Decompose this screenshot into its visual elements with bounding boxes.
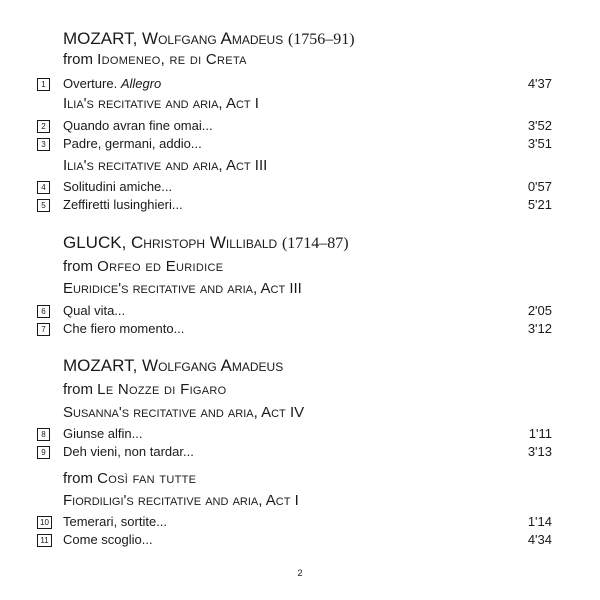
track-row <box>37 531 552 549</box>
track-number: 5 <box>37 199 50 212</box>
track-number: 6 <box>37 305 50 318</box>
track-title: Padre, germani, addio... <box>63 136 202 151</box>
track-number: 3 <box>37 138 50 151</box>
track-number: 7 <box>37 323 50 336</box>
track-duration: 5'21 <box>527 197 552 212</box>
track-duration: 3'12 <box>527 321 552 336</box>
section-heading: Susanna's recitative and aria, Act IV <box>63 404 305 421</box>
track-row <box>37 513 552 531</box>
track-duration: 1'14 <box>527 514 552 529</box>
opera-heading-idomeneo <box>63 51 247 69</box>
track-title: Giunse alfin... <box>63 426 143 441</box>
composer-surname: MOZART, <box>63 356 138 375</box>
composer-surname: MOZART, <box>63 29 138 48</box>
track-number: 9 <box>37 446 50 459</box>
opera-heading-figaro <box>63 381 227 399</box>
composer-years: (1714–87) <box>281 235 349 252</box>
opera-title: Così fan tutte <box>97 470 197 487</box>
track-row <box>37 196 552 214</box>
track-number: 11 <box>37 534 52 547</box>
composer-heading-mozart <box>63 29 355 50</box>
track-title: Temerari, sortite... <box>63 514 168 529</box>
track-title: Deh vieni, non tardar... <box>63 444 194 459</box>
track-duration: 4'34 <box>527 532 552 547</box>
track-title: Zeffiretti lusinghieri... <box>63 197 183 212</box>
track-duration: 2'05 <box>527 303 552 318</box>
track-row <box>37 75 552 93</box>
composer-given-name: Wolfgang Amadeus <box>142 356 284 375</box>
opera-title: Idomeneo, re di Creta <box>97 51 247 68</box>
opera-heading-orfeo <box>63 258 223 276</box>
opera-prefix: from <box>63 381 93 398</box>
track-row <box>37 320 552 338</box>
track-title: Come scoglio... <box>63 532 153 547</box>
track-duration: 0'57 <box>527 179 552 194</box>
opera-prefix: from <box>63 470 93 487</box>
opera-prefix: from <box>63 258 93 275</box>
composer-surname: GLUCK, <box>63 233 127 252</box>
track-number: 10 <box>37 516 52 529</box>
page-number: 2 <box>297 568 303 578</box>
track-row <box>37 178 552 196</box>
track-number: 4 <box>37 181 50 194</box>
track-title: Qual vita... <box>63 303 126 318</box>
track-row <box>37 443 552 461</box>
opera-heading-cosi <box>63 470 196 488</box>
track-duration: 3'13 <box>527 444 552 459</box>
track-title: Overture. Allegro <box>63 76 162 91</box>
track-number: 1 <box>37 78 50 91</box>
composer-years: (1756–91) <box>287 31 355 48</box>
section-heading: Ilia's recitative and aria, Act III <box>63 157 268 174</box>
track-title: Solitudini amiche... <box>63 179 173 194</box>
track-number: 8 <box>37 428 50 441</box>
opera-prefix: from <box>63 51 93 68</box>
track-title: Quando avran fine omai... <box>63 118 213 133</box>
section-heading: Euridice's recitative and aria, Act III <box>63 280 302 297</box>
track-duration: 3'51 <box>527 136 552 151</box>
track-row <box>37 425 552 443</box>
composer-heading-gluck <box>63 233 349 254</box>
track-row <box>37 117 552 135</box>
opera-title: Orfeo ed Euridice <box>97 258 224 275</box>
track-tempo: Allegro <box>120 76 162 91</box>
track-duration: 4'37 <box>527 76 552 91</box>
composer-heading-mozart <box>63 356 283 376</box>
composer-given-name: Wolfgang Amadeus <box>142 29 284 48</box>
track-number: 2 <box>37 120 50 133</box>
section-heading: Fiordiligi's recitative and aria, Act I <box>63 492 299 509</box>
composer-given-name: Christoph Willibald <box>131 233 278 252</box>
track-duration: 1'11 <box>528 426 552 441</box>
section-heading: Ilia's recitative and aria, Act I <box>63 95 259 112</box>
track-row <box>37 302 552 320</box>
track-title: Che fiero momento... <box>63 321 185 336</box>
opera-title: Le Nozze di Figaro <box>97 381 227 398</box>
track-duration: 3'52 <box>527 118 552 133</box>
track-row <box>37 135 552 153</box>
